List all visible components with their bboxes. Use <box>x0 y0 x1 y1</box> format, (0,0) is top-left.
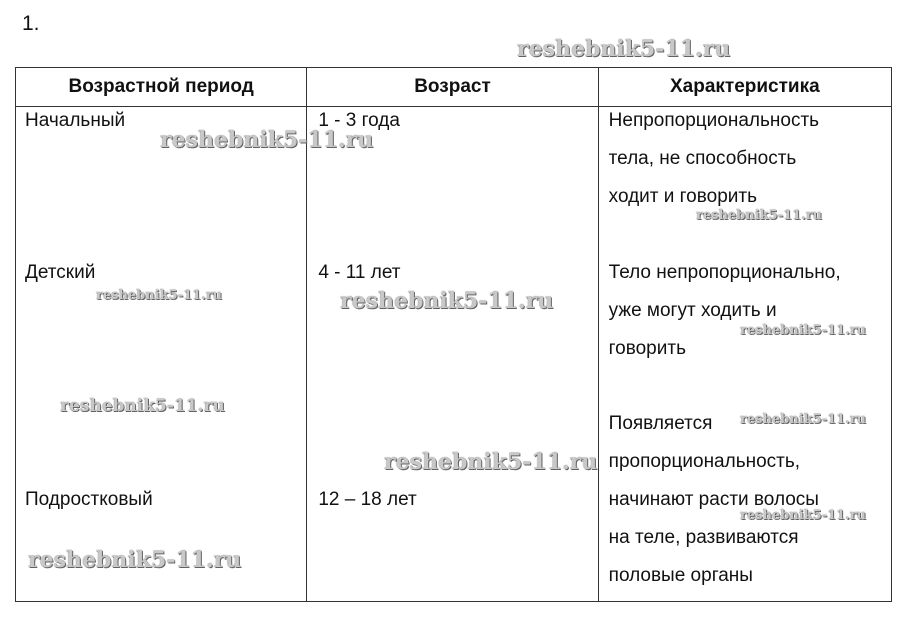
char-line: половые органы <box>608 565 753 586</box>
char-line: уже могут ходить и <box>608 300 777 321</box>
period-child: Детский <box>25 262 96 283</box>
char-line: тела, не способность <box>608 148 797 169</box>
characteristic-column <box>598 107 891 602</box>
table-header-row <box>16 68 892 107</box>
watermark: reshebnik5-11.ru <box>28 547 242 573</box>
char-line: на теле, развиваются <box>608 527 799 548</box>
watermark: reshebnik5-11.ru <box>96 288 223 303</box>
age-initial: 1 - 3 года <box>318 110 400 131</box>
watermark: reshebnik5-11.ru <box>740 508 867 523</box>
char-line: начинают расти волосы <box>608 489 819 510</box>
age-teen: 12 – 18 лет <box>318 489 417 510</box>
header-age: Возраст <box>307 68 598 107</box>
watermark: reshebnik5-11.ru <box>696 208 823 223</box>
char-line: ходит и говорить <box>608 186 757 207</box>
watermark: reshebnik5-11.ru <box>740 412 867 427</box>
watermark: reshebnik5-11.ru <box>160 127 374 153</box>
watermark: reshebnik5-11.ru <box>60 396 225 416</box>
char-line: Появляется <box>608 413 713 434</box>
age-child: 4 - 11 лет <box>318 262 401 283</box>
char-line: Непропорциональность <box>608 110 820 131</box>
char-line: говорить <box>608 338 686 359</box>
watermark: reshebnik5-11.ru <box>740 323 867 338</box>
watermark: reshebnik5-11.ru <box>517 36 731 62</box>
header-characteristic: Характеристика <box>598 68 891 107</box>
period-teen: Подростковый <box>25 489 153 510</box>
exercise-number: 1. <box>22 12 40 35</box>
watermark: reshebnik5-11.ru <box>340 288 554 314</box>
period-column <box>16 107 307 602</box>
table-body-row <box>16 107 892 602</box>
char-line: пропорциональность, <box>608 451 801 472</box>
char-line: Тело непропорционально, <box>608 262 841 283</box>
period-initial: Начальный <box>25 110 126 131</box>
age-column <box>307 107 598 602</box>
header-period: Возрастной период <box>16 68 307 107</box>
watermark: reshebnik5-11.ru <box>384 449 598 475</box>
